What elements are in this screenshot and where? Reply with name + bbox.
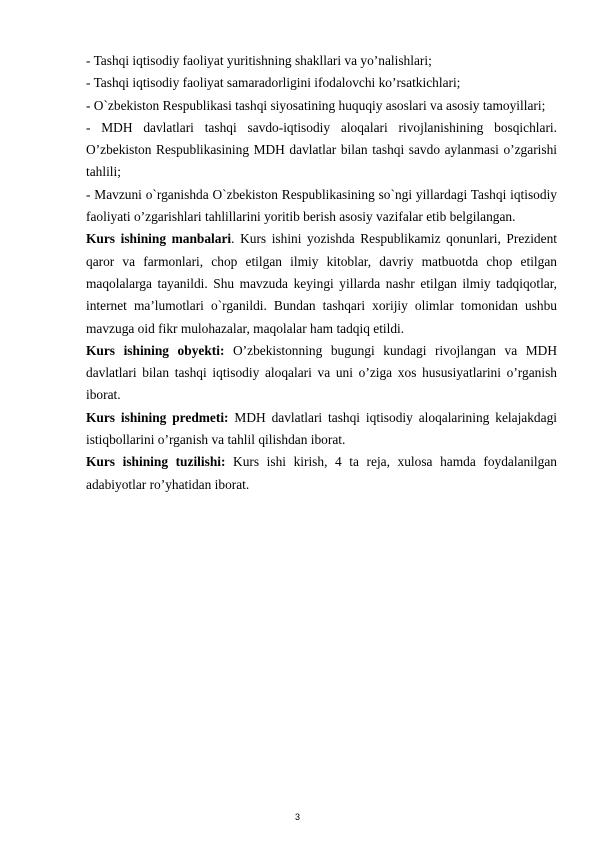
section-subject-text: MDH davlatlari tashqi iqtisodiy aloqalarining kelajakdagi istiqbollarini o’rganish va tahlil qilishdan iborat. <box>86 409 557 448</box>
bullet-efficiency-indicators: - Tashqi iqtisodiy faoliyat samaradorligini ifodalovchi ko’rsatkichlari; <box>86 75 461 91</box>
section-sources-text: . Kurs ishini yozishda Respublikamiz qonunlari, Prezident qaror va farmonlari, chop etilgan ilmiy kitoblar, davriy matbuotda chop etilgan maqolalarga tayanildi. Shu mavzuda keyingi yillarda nashr etilgan ilmiy tadqiqotlar, internet ma’lumotlari o`rganildi. Bundan tashqari xorijiy olimlar tomonidan ushbu mavzuga oid fikr mulohazalar, maqolalar ham tadqiq etildi. <box>86 231 557 336</box>
page-number: 3 <box>294 812 300 822</box>
section-structure <box>86 451 557 496</box>
page-body <box>86 50 557 496</box>
section-subject <box>86 407 557 452</box>
section-subject-label: Kurs ishining predmeti: <box>86 409 229 425</box>
bullet-research-tasks: - Mavzuni o`rganishda O`zbekiston Respublikasining so`ngi yillardagi Tashqi iqtisodiy faoliyati o’zgarishlari tahlillarini yoritib berish asosiy vazifalar etib belgilangan. <box>86 186 557 225</box>
section-object-label: Kurs ishining obyekti: <box>86 342 225 358</box>
section-object-text: O’zbekistonning bugungi kundagi rivojlangan va MDH davlatlari bilan tashqi iqtisodiy aloqalari va uni o’ziga xos hususiyatlarini o’rganish iborat. <box>86 342 557 403</box>
section-structure-label: Kurs ishining tuzilishi: <box>86 454 226 470</box>
section-sources <box>86 228 557 339</box>
section-sources-label: Kurs ishining manbalari <box>86 231 232 247</box>
section-object <box>86 340 557 407</box>
bullet-legal-foundations: - O`zbekiston Respublikasi tashqi siyosatining huquqiy asoslari va asosiy tamoyillari; <box>86 97 546 113</box>
section-structure-text: Kurs ishi kirish, 4 ta reja, xulosa hamda foydalanilgan adabiyotlar ro’yhatidan iborat. <box>86 454 557 492</box>
bullet-cis-stages: - MDH davlatlari tashqi savdo-iqtisodiy aloqalari rivojlanishining bosqichlari. O’zbekiston Respublikasining MDH davlatlar bilan tashqi savdo aylanmasi o’zgarishi tahlili; <box>86 119 557 180</box>
bullet-forms-directions: - Tashqi iqtisodiy faoliyat yuritishning shakllari va yo’nalishlari; <box>86 53 432 68</box>
